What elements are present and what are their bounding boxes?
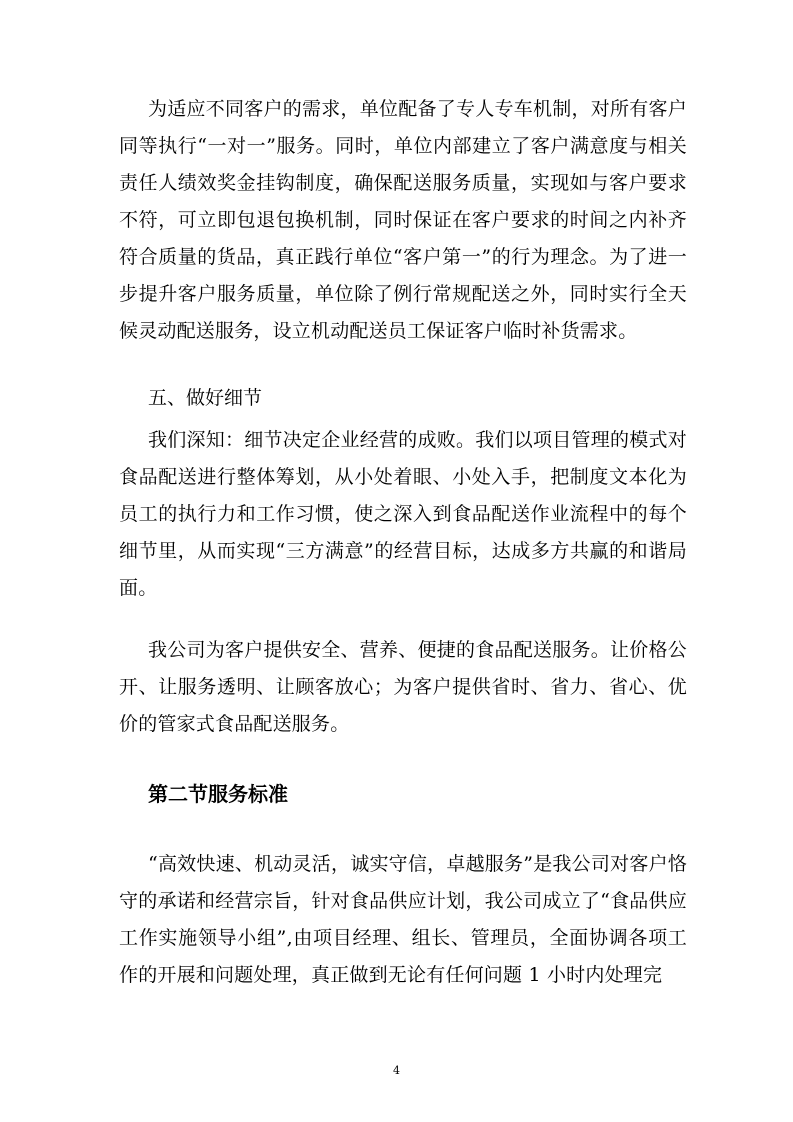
subheading-details: 五、做好细节 (148, 387, 263, 409)
paragraph-service-standard: “高效快速、机动灵活，诚实守信，卓越服务”是我公司对客户恪守的承诺和经营宗旨，针对食品供应计划，我公司成立了“食品供应工作实施领导小组”,由项目经理、组长、管理员，全面协调各项工作的开展和问题处理，真正做到无论有任何问题 1 小时内处理完 (119, 853, 687, 986)
paragraph-customer-service: 为适应不同客户的需求，单位配备了专人专车机制，对所有客户同等执行“一对一”服务。同时，单位内部建立了客户满意度与相关责任人绩效奖金挂钩制度，确保配送服务质量，实现如与客户要求不符，可立即包退包换机制，同时保证在客户要求的时间之内补齐符合质量的货品，真正践行单位“客户第一”的行为理念。为了进一步提升客户服务质量，单位除了例行常规配送之外，同时实行全天候灵动配送服务，设立机动配送员工保证客户临时补货需求。 (119, 98, 687, 342)
paragraph-details-management: 我们深知：细节决定企业经营的成败。我们以项目管理的模式对食品配送进行整体筹划，从小处着眼、小处入手，把制度文本化为员工的执行力和工作习惯，使之深入到食品配送作业流程中的每个细节里，从而实现“三方满意”的经营目标，达成多方共赢的和谐局面。 (119, 429, 687, 599)
section-title-service-standard: 第二节服务标准 (148, 782, 288, 806)
paragraph-company-promise: 我公司为客户提供安全、营养、便捷的食品配送服务。让价格公开、让服务透明、让顾客放心；为客户提供省时、省力、省心、优价的管家式食品配送服务。 (119, 639, 687, 735)
page-number: 4 (393, 1064, 400, 1077)
